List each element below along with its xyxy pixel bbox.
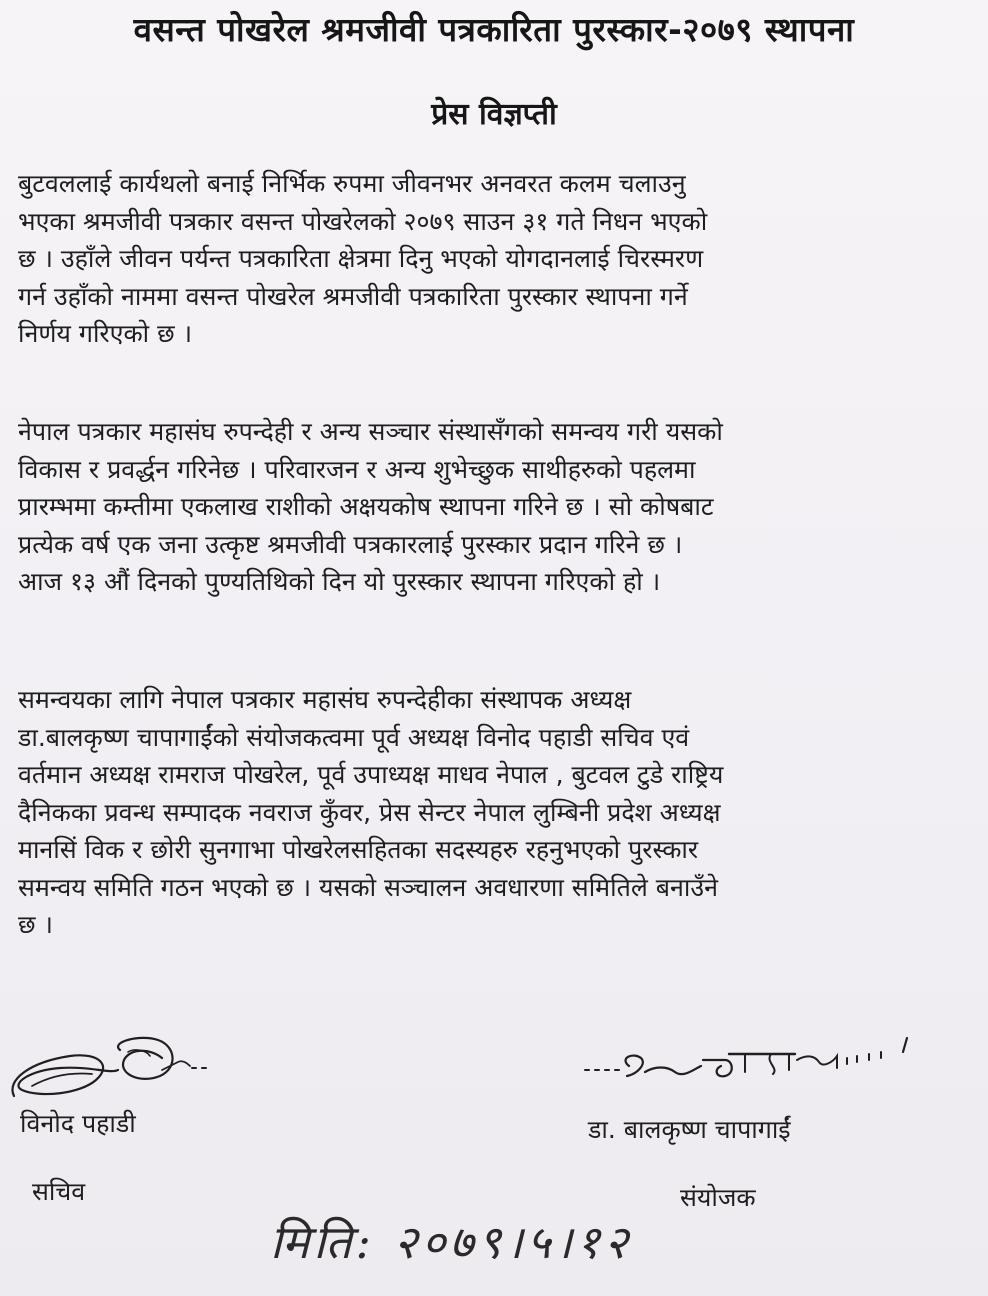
paragraph-line: वर्तमान अध्यक्ष रामराज पोखरेल, पूर्व उपाध्यक्ष माधव नेपाल , बुटवल टुडे राष्ट्रिय — [18, 760, 724, 789]
paragraph-line: आज १३ औं दिनको पुण्यतिथिको दिन यो पुरस्कार स्थापना गरिएको हो । — [18, 567, 661, 596]
paragraph-line: भएका श्रमजीवी पत्रकार वसन्त पोखरेलको २०७९ साउन ३१ गते निधन भएको — [18, 206, 708, 236]
paragraph-line: छ । — [18, 910, 53, 939]
paragraph-line: प्रारम्भमा कम्तीमा एकलाख राशीको अक्षयकोष स्थापना गरिने छ । सो कोषबाट — [18, 492, 714, 521]
paragraph-line: गर्न उहाँको नाममा वसन्त पोखरेल श्रमजीवी पत्रकारिता पुरस्कार स्थापना गर्ने — [18, 281, 688, 311]
paragraph-line: निर्णय गरिएको छ । — [18, 319, 193, 348]
signatory-left-name: विनोद पहाडी — [20, 1109, 136, 1138]
paragraph-2 — [18, 413, 970, 601]
paragraph-line: समन्वयका लागि नेपाल पत्रकार महासंघ रुपन्देहीका संस्थापक अध्यक्ष — [18, 685, 632, 714]
paragraph-line: बुटवललाई कार्यथलो बनाई निर्भिक रुपमा जीवनभर अनवरत कलम चलाउनु — [18, 169, 686, 198]
paragraph-line: समन्वय समिति गठन भएको छ । यसको सञ्चालन अवधारणा समितिले बनाउँने — [18, 872, 718, 902]
paragraph-line: नेपाल पत्रकार महासंघ रुपन्देही र अन्य सञ्चार संस्थासँगको समन्वय गरी यसको — [18, 417, 723, 446]
paragraph-line: प्रत्येक वर्ष एक जना उत्कृष्ट श्रमजीवी पत्रकारलाई पुरस्कार प्रदान गरिने छ । — [18, 529, 683, 559]
signature-left — [0, 1010, 230, 1110]
signatory-right-role: संयोजक — [680, 1183, 756, 1212]
paragraph-line: दैनिकका प्रवन्ध सम्पादक नवराज कुँवर, प्रेस सेन्टर नेपाल लुम्बिनी प्रदेश अध्यक्ष — [18, 797, 721, 827]
signature-right — [575, 1030, 935, 1100]
paragraph-line: मानसिं विक र छोरी सुनगाभा पोखरेलसहितका सदस्यहरु रहनुभएको पुरस्कार — [18, 835, 699, 864]
document-subtitle: प्रेस विज्ञप्ती — [431, 97, 557, 132]
handwritten-date — [270, 1210, 650, 1296]
document-title: वसन्त पोखरेल श्रमजीवी पत्रकारिता पुरस्कार-२०७९ स्थापना — [133, 10, 855, 49]
date-text: मिति: २०७९।५।१२ — [270, 1215, 632, 1269]
paragraph-line: छ । उहाँले जीवन पर्यन्त पत्रकारिता क्षेत्रमा दिनु भएको योगदानलाई चिरस्मरण — [18, 244, 704, 273]
paragraph-line: डा.बालकृष्ण चापागाईंको संयोजकत्वमा पूर्व अध्यक्ष विनोद पहाडी सचिव एवं — [18, 722, 690, 752]
paragraph-line: विकास र प्रवर्द्धन गरिनेछ । परिवारजन र अन्य शुभेच्छुक साथीहरुको पहलमा — [18, 454, 696, 484]
signatory-left-role: सचिव — [32, 1177, 86, 1206]
paragraph-1 — [18, 165, 970, 353]
paragraph-3 — [18, 681, 970, 944]
signatory-right-name: डा. बालकृष्ण चापागाईं — [588, 1115, 791, 1144]
